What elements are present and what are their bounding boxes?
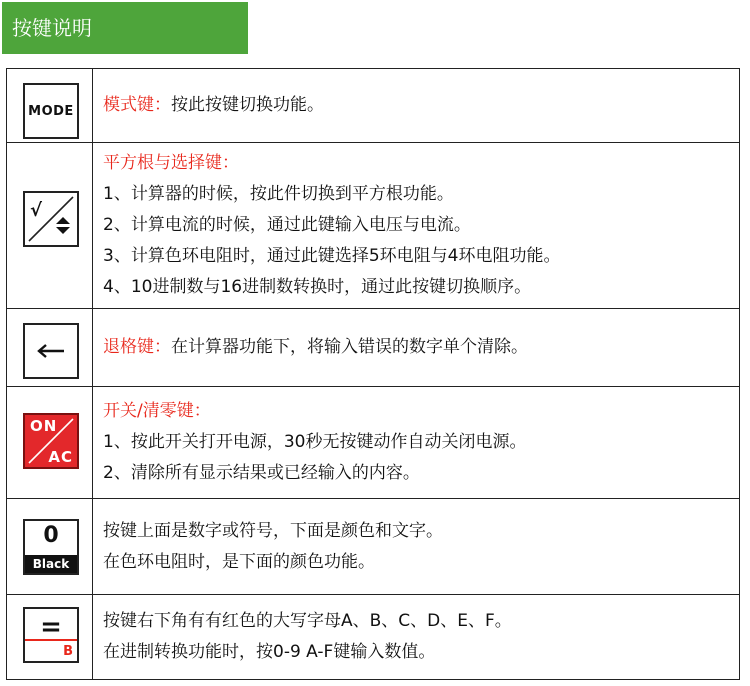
key-title: 开关/清零键： [103,401,211,421]
key-icon-cell [7,595,93,679]
table-row-equals-b [7,595,739,679]
description-line: 2、清除所有显示结果或已经输入的内容。 [103,463,420,483]
black-label: Black [25,555,77,573]
zero-label: 0 [43,523,59,548]
description-line: 1、计算器的时候，按此件切换到平方根功能。 [103,184,454,204]
table-row-backspace [7,309,739,387]
description-line: 4、10进制数与16进制数转换时，通过此按键切换顺序。 [103,277,532,297]
description-line: 在进制转换功能时，按0-9 A-F键输入数值。 [103,642,436,662]
b-label: B [63,644,73,659]
description-line [103,332,733,363]
description-line: 按键上面是数字或符号，下面是颜色和文字。 [103,520,443,541]
key-icon-cell [7,499,93,594]
key-description-table [6,68,740,680]
description-line: 3、计算色环电阻时，通过此键选择5环电阻与4环电阻功能。 [103,246,561,266]
zero-black-key-icon [23,519,79,575]
section-title: 按键说明 [12,16,92,40]
key-icon-cell [7,143,93,308]
equals-b-key-icon [23,607,79,663]
key-title: 退格键： [103,337,171,357]
key-description [103,595,733,679]
key-description [103,387,733,498]
key-description [103,309,733,386]
table-row-zero-black [7,499,739,595]
left-arrow-icon [36,343,66,359]
description-line [103,90,733,121]
description-line: 按键右下角有有红色的大写字母A、B、C、D、E、F。 [103,611,512,631]
table-row-on-ac [7,387,739,499]
sqrt-toggle-key-icon [23,191,79,247]
key-description [103,499,733,594]
description-line: 1、按此开关打开电源，30秒无按键动作自动关闭电源。 [103,432,527,452]
section-header [2,2,248,54]
table-row-sqrt [7,143,739,309]
key-text: 按此按键切换功能。 [171,95,324,115]
backspace-key-icon [23,323,79,379]
on-ac-key-icon [23,413,79,469]
key-icon-cell [7,387,93,498]
key-description [103,143,733,308]
on-label: ON [30,417,58,435]
key-text: 在计算器功能下，将输入错误的数字单个清除。 [171,337,528,357]
key-title: 平方根与选择键： [103,153,239,173]
key-description [103,69,733,142]
mode-key-icon [23,83,79,139]
sqrt-symbol: √ [30,200,43,221]
table-row-mode [7,69,739,143]
key-icon-cell [7,309,93,386]
ac-label: AC [48,448,73,466]
key-title: 模式键： [103,95,171,115]
description-line: 在色环电阻时，是下面的颜色功能。 [103,551,375,572]
mode-key-label: MODE [28,103,74,119]
sqrt-toggle-graphic [25,193,77,245]
equals-label: = [40,612,62,642]
description-line: 2、计算电流的时候，通过此键输入电压与电流。 [103,215,471,235]
key-icon-cell [7,69,93,142]
